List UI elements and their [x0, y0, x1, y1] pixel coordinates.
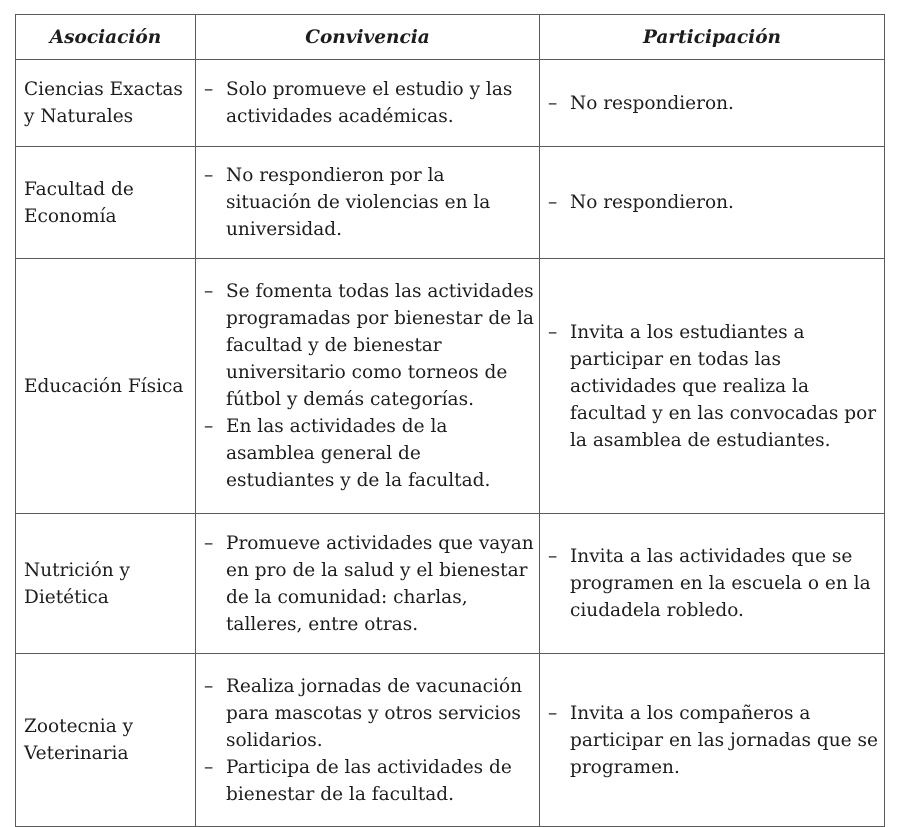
list-item-text: Promueve actividades que vayan en pro de la salud y el bienestar de la comunidad: charlas, talleres, entre otras. — [226, 532, 534, 635]
dash-bullet: – — [204, 165, 214, 186]
convivencia-cell — [196, 259, 540, 514]
convivencia-cell — [196, 654, 540, 827]
header-participacion: Participación — [540, 15, 885, 60]
list-item-text: No respondieron. — [570, 92, 734, 114]
table-row — [16, 259, 885, 514]
list-item — [204, 673, 535, 754]
list-item — [548, 700, 880, 781]
association-name: Nutrición y Dietética — [16, 514, 196, 654]
list-item — [548, 319, 880, 454]
list-item-text: Realiza jornadas de vacunación para mascotas y otros servicios solidarios. — [226, 675, 523, 751]
dash-bullet: – — [204, 281, 214, 302]
list-item — [204, 530, 535, 638]
header-asociacion: Asociación — [16, 15, 196, 60]
table-row — [16, 60, 885, 147]
dash-bullet: – — [548, 321, 558, 343]
list-item — [204, 278, 535, 413]
association-name: Educación Física — [16, 259, 196, 514]
list-item-text: Solo promueve el estudio y las actividades académicas. — [226, 79, 513, 127]
associations-table — [15, 14, 885, 827]
participacion-cell — [540, 514, 885, 654]
dash-bullet: – — [548, 192, 558, 213]
convivencia-cell — [196, 147, 540, 259]
participacion-cell — [540, 654, 885, 827]
dash-bullet: – — [204, 416, 214, 437]
dash-bullet: – — [204, 532, 214, 554]
list-item-text: No respondieron. — [570, 192, 734, 213]
convivencia-cell — [196, 514, 540, 654]
participacion-cell — [540, 259, 885, 514]
list-item — [548, 189, 880, 216]
list-item-text: En las actividades de la asamblea general de estudiantes y de la facultad. — [226, 416, 491, 491]
list-item-text: Invita a las actividades que se programen en la escuela o en la ciudadela robledo. — [570, 546, 871, 621]
association-name: Facultad de Economía — [16, 147, 196, 259]
list-item — [548, 90, 880, 117]
list-item-text: Invita a los estudiantes a participar en todas las actividades que realiza la facultad y en las convocadas por la asamblea de estudiantes. — [570, 321, 877, 451]
header-convivencia: Convivencia — [196, 15, 540, 60]
list-item — [204, 162, 535, 243]
dash-bullet: – — [204, 756, 214, 778]
dash-bullet: – — [548, 546, 558, 567]
dash-bullet: – — [204, 675, 214, 697]
header-row — [16, 15, 885, 60]
list-item — [204, 76, 535, 130]
convivencia-cell — [196, 60, 540, 147]
list-item — [204, 413, 535, 494]
association-name: Zootecnia y Veterinaria — [16, 654, 196, 827]
table-row — [16, 514, 885, 654]
table-row — [16, 147, 885, 259]
participacion-cell — [540, 60, 885, 147]
list-item-text: Participa de las actividades de bienestar de la facultad. — [226, 756, 512, 805]
dash-bullet: – — [548, 92, 558, 114]
participacion-cell — [540, 147, 885, 259]
association-name: Ciencias Exactas y Naturales — [16, 60, 196, 147]
table-row — [16, 654, 885, 827]
list-item — [548, 543, 880, 624]
dash-bullet: – — [548, 702, 558, 724]
list-item-text: Invita a los compañeros a participar en las jornadas que se programen. — [570, 702, 878, 778]
list-item-text: Se fomenta todas las actividades programadas por bienestar de la facultad y de bienestar universitario como torneos de fútbol y demás categorías. — [226, 281, 534, 410]
list-item — [204, 754, 535, 808]
list-item-text: No respondieron por la situación de violencias en la universidad. — [226, 165, 491, 240]
dash-bullet: – — [204, 79, 214, 100]
